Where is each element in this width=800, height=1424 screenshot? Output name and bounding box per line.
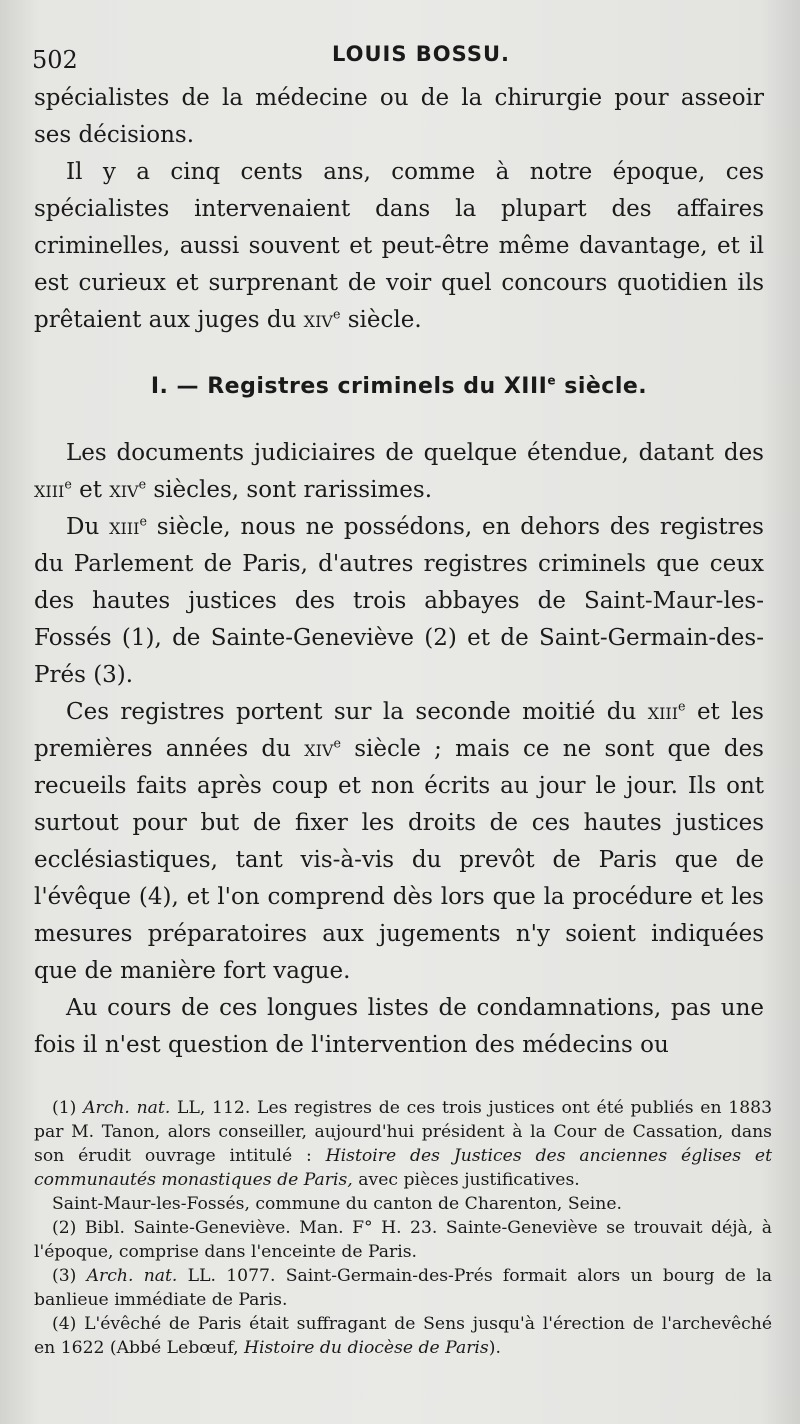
superscript: e bbox=[678, 698, 686, 714]
paragraph-5-text: et les premières années du bbox=[34, 699, 764, 762]
superscript: e bbox=[333, 735, 341, 751]
footnote-3-text: LL. 1077. Saint-Germain-des-Prés formait alors un bourg de la banlieue immédiate de Paris. bbox=[34, 1266, 773, 1310]
century-numeral: xiv bbox=[109, 477, 139, 503]
footnote-1-continued: Saint-Maur-les-Fossés, commune du canton de Charenton, Seine. bbox=[52, 1194, 622, 1214]
footnote-4-end: ). bbox=[488, 1338, 501, 1358]
footnotes bbox=[34, 1096, 772, 1360]
footnote-2: (2) Bibl. Sainte-Geneviève. Man. F° H. 23. Sainte-Geneviève se trouvait déjà, à l'époque, comprise dans l'enceinte de Paris. bbox=[34, 1218, 772, 1262]
book-title: Histoire du diocèse de Paris bbox=[244, 1338, 489, 1358]
section-heading bbox=[34, 374, 764, 399]
footnote-number: (1) bbox=[52, 1098, 84, 1118]
paragraph-4 bbox=[34, 509, 764, 694]
page-header bbox=[30, 42, 770, 74]
footnote-4-text: (4) L'évêché de Paris était suffragant de Sens jusqu'à l'érection de l'archevêché en 1622 (Abbé Lebœuf, bbox=[34, 1314, 772, 1358]
paragraph-6: Au cours de ces longues listes de condamnations, pas une fois il n'est question de l'intervention des médecins ou bbox=[34, 995, 764, 1058]
archive-reference: Arch. nat. bbox=[86, 1266, 178, 1286]
paragraph-4-text: Du bbox=[66, 514, 110, 540]
footnote-1 bbox=[34, 1096, 772, 1192]
running-title: LOUIS BOSSU. bbox=[332, 42, 510, 66]
superscript: e bbox=[64, 476, 72, 492]
paragraph-2-end: siècle. bbox=[340, 307, 422, 333]
paragraph-5 bbox=[34, 694, 764, 990]
superscript: e bbox=[138, 476, 147, 492]
main-text bbox=[34, 80, 764, 1064]
paragraph-1: spécialistes de la médecine ou de la chirurgie pour asseoir ses décisions. bbox=[34, 85, 764, 148]
section-heading-end: siècle. bbox=[556, 374, 648, 399]
footnote-1-end: avec pièces justificatives. bbox=[352, 1170, 580, 1190]
paragraph-5-end: siècle ; mais ce ne sont que des recueils faits après coup et non écrits au jour le jour. Ils ont surtout pour but de fixer les droits de ces hautes justices ecclésiastiques, tant vis-à-vis du prevôt de Paris que de l'évêque (4), et l'on comprend dès lors que la procédure et les mesures préparatoires aux jugements n'y soient indiquées que de manière fort vague. bbox=[34, 736, 764, 984]
footnote-4 bbox=[34, 1312, 772, 1360]
superscript: e bbox=[332, 306, 341, 322]
section-heading-sup: e bbox=[547, 373, 557, 388]
century-numeral: xiv bbox=[304, 736, 334, 762]
paragraph-5-text: Ces registres portent sur la seconde moitié du bbox=[66, 699, 648, 725]
century-numeral: xiv bbox=[303, 307, 333, 333]
paragraph-2 bbox=[34, 154, 764, 339]
paragraph-3 bbox=[34, 435, 764, 509]
paragraph-3-text: Les documents judiciaires de quelque étendue, datant des bbox=[66, 440, 764, 466]
century-numeral: xiii bbox=[34, 477, 65, 503]
paragraph-4-end: siècle, nous ne possédons, en dehors des registres du Parlement de Paris, d'autres registres criminels que ceux des hautes justices des trois abbayes de Saint-Maur-les-Fossés (1), de Sainte-Geneviève (2) et de Saint-Germain-des-Prés (3). bbox=[34, 514, 764, 688]
footnote-3 bbox=[34, 1264, 772, 1312]
archive-reference: Arch. nat. bbox=[83, 1098, 171, 1118]
paragraph-2-text: Il y a cinq cents ans, comme à notre époque, ces spécialistes intervenaient dans la plupart des affaires criminelles, aussi souvent et peut-être même davantage, et il est curieux et surprenant de voir quel concours quotidien ils prêtaient aux juges du bbox=[34, 159, 764, 333]
superscript: e bbox=[139, 513, 147, 529]
section-heading-text: I. — Registres criminels du XIII bbox=[150, 374, 548, 399]
book-title: Histoire des Justices des anciennes églises et communautés monastiques de Paris, bbox=[34, 1146, 772, 1190]
page-number: 502 bbox=[32, 46, 78, 74]
paragraph-3-text: et bbox=[71, 477, 110, 503]
century-numeral: xiii bbox=[647, 699, 679, 725]
footnote-1-text: LL, 112. Les registres de ces trois justices ont été publiés en 1883 par M. Tanon, alors conseiller, aujourd'hui président à la Cour de Cassation, dans son érudit ouvrage intitulé : bbox=[34, 1098, 773, 1166]
footnote-number: (3) bbox=[52, 1266, 87, 1286]
paragraph-3-end: siècles, sont rarissimes. bbox=[146, 477, 433, 503]
century-numeral: xiii bbox=[109, 514, 140, 540]
